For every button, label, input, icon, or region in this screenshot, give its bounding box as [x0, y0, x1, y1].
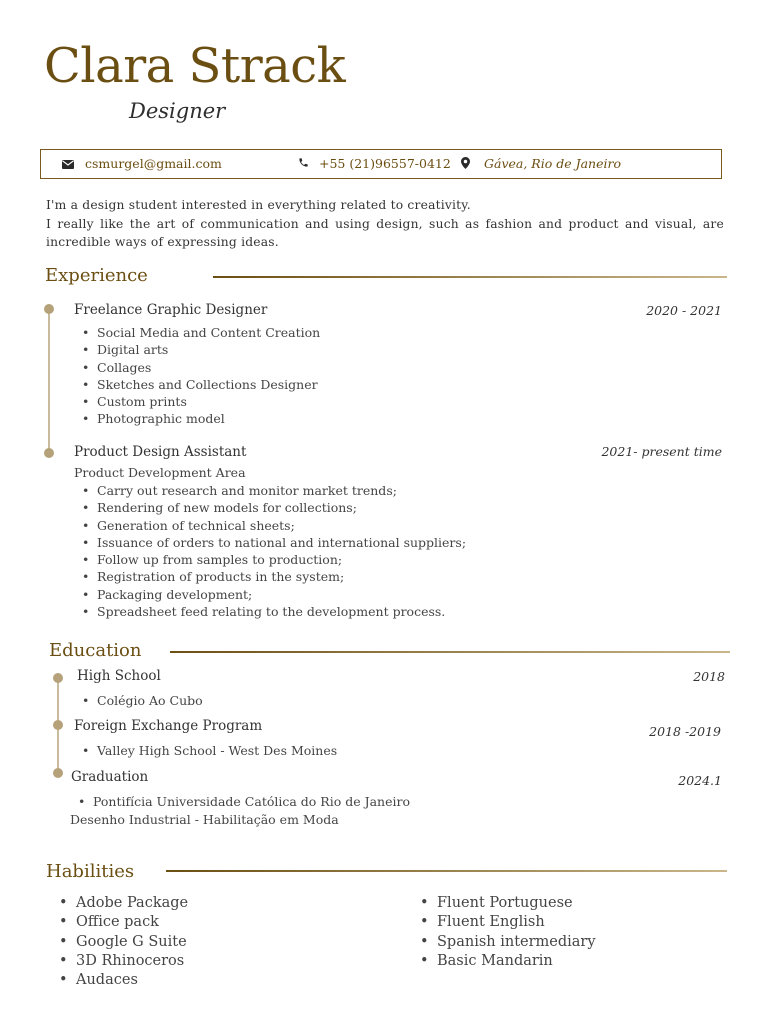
map-pin-icon [461, 157, 470, 169]
list-item: • Office pack [46, 913, 188, 932]
timeline-dot [44, 304, 54, 314]
education-date: 2018 -2019 [649, 724, 721, 739]
education-list [73, 793, 410, 810]
list-item: • Pontifícia Universidade Católica do Rio de Janeiro [73, 793, 410, 810]
education-date: 2024.1 [678, 773, 722, 788]
education-title: High School [77, 668, 161, 684]
list-item: • Sketches and Collections Designer [77, 376, 320, 393]
list-item: • Basic Mandarin [407, 952, 596, 971]
intro-line-2: I really like the art of communication and using design, such as fashion and product and visual, are incredible ways of expressing ideas. [46, 216, 724, 249]
list-item: • Spreadsheet feed relating to the development process. [77, 603, 466, 620]
list-item: • Carry out research and monitor market trends; [77, 482, 466, 499]
education-date: 2018 [693, 669, 725, 684]
habilities-heading: Habilities [46, 861, 135, 882]
job-duties-list [77, 482, 466, 620]
list-item: • 3D Rhinoceros [46, 952, 188, 971]
skills-list-right [407, 894, 596, 971]
list-item: • Fluent English [407, 913, 596, 932]
list-item: • Audaces [46, 971, 188, 990]
education-heading: Education [49, 640, 142, 661]
experience-divider [213, 276, 727, 278]
education-title: Graduation [71, 769, 149, 785]
list-item: • Custom prints [77, 393, 320, 410]
email-link[interactable]: csmurgel@gmail.com [85, 156, 222, 171]
list-item: • Rendering of new models for collections; [77, 499, 466, 516]
list-item: • Fluent Portuguese [407, 894, 596, 913]
list-item: • Colégio Ao Cubo [77, 692, 203, 709]
list-item: • Follow up from samples to production; [77, 551, 466, 568]
education-divider [170, 651, 730, 653]
timeline-dot [53, 720, 63, 730]
job-date: 2021- present time [601, 444, 722, 459]
job-subtitle: Product Development Area [74, 465, 246, 480]
candidate-role: Designer [129, 99, 226, 123]
habilities-divider [166, 870, 727, 872]
list-item: • Photographic model [77, 410, 320, 427]
job-date: 2020 - 2021 [646, 303, 722, 318]
education-title: Foreign Exchange Program [74, 718, 263, 734]
list-item: • Valley High School - West Des Moines [77, 742, 337, 759]
envelope-icon [62, 160, 74, 169]
timeline-dot [44, 448, 54, 458]
intro-text [46, 196, 724, 252]
job-title: Product Design Assistant [74, 444, 247, 460]
list-item: • Digital arts [77, 341, 320, 358]
list-item: • Generation of technical sheets; [77, 517, 466, 534]
list-item: • Collages [77, 359, 320, 376]
education-list [77, 742, 337, 759]
list-item: • Spanish intermediary [407, 933, 596, 952]
timeline-dot [53, 673, 63, 683]
list-item: • Packaging development; [77, 586, 466, 603]
education-detail: Desenho Industrial - Habilitação em Moda [70, 812, 339, 827]
experience-timeline [48, 309, 50, 454]
job-duties-list [77, 324, 320, 428]
experience-heading: Experience [45, 265, 148, 286]
candidate-name: Clara Strack [44, 38, 346, 94]
skills-list-left [46, 894, 188, 990]
list-item: • Google G Suite [46, 933, 188, 952]
intro-line-1: I'm a design student interested in everything related to creativity. [46, 198, 471, 212]
list-item: • Registration of products in the system; [77, 568, 466, 585]
phone-icon [298, 157, 309, 168]
list-item: • Adobe Package [46, 894, 188, 913]
timeline-dot [53, 768, 63, 778]
list-item: • Social Media and Content Creation [77, 324, 320, 341]
list-item: • Issuance of orders to national and international suppliers; [77, 534, 466, 551]
education-list [77, 692, 203, 709]
contact-bar [40, 149, 722, 179]
job-title: Freelance Graphic Designer [74, 302, 268, 318]
phone-number[interactable]: +55 (21)96557-0412 [319, 156, 451, 171]
location-text: Gávea, Rio de Janeiro [484, 156, 621, 171]
